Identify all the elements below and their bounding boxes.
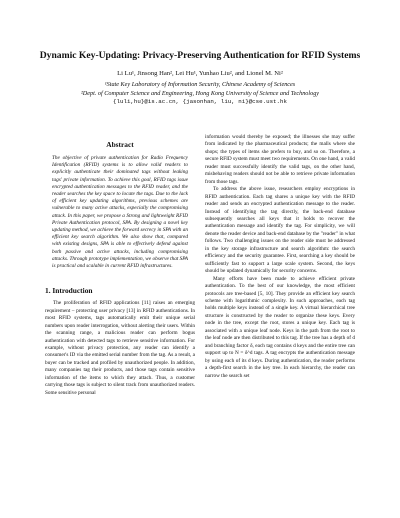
left-column xyxy=(45,140,195,397)
abstract-text: The objective of private authentication for Radio Frequency Identification (RFID) systems is to allow valid readers to explicitly authenticate their dominated tags without leaking tags' private information. To achieve this goal, RFID tags issue encrypted authentication messages to the RFID reader, and the reader searches the key space to locate the tags. Due to the lack of efficient key updating algorithms, previous schemes are vulnerable to many active attacks, especially the compromising attack. In this paper, we propose a Strong and lightweight RFID Private Authentication protocol, SPA. By designing a novel key updating method, we achieve the forward secrecy in SPA with an efficient key search algorithm. We also show that, compared with existing designs, SPA is able to effectively defend against both passive and active attacks, including compromising attacks. Through prototype implementation, we observe that SPA is practical and scalable in current RFID infrastructures. xyxy=(52,155,188,270)
intro-paragraph-3: To address the above issue, researchers employ encryptions in RFID authentication. Each tag shares a unique key with the RFID reader and sends an encrypted authentication message to the reader. Instead of identifying the tag directly, the back-end database subsequently searches all keys that it holds to recover the authentication message and identify the tag. For simplicity, we will denote the reader device and back-end database by the "reader" in what follows. Two challenging issues on the reader side must be addressed in the key storage infrastructure and search algorithm: the search efficiency and the security guarantee. First, searching a key should be sufficiently fast to support a large scale system. Second, the keys should be updated dynamically for security concerns. xyxy=(205,186,355,275)
introduction-heading: 1. Introduction xyxy=(45,286,93,296)
intro-paragraph-4: Many efforts have been made to achieve efficient private authentication. To the best of our knowledge, the most efficient protocols are tree-based [5, 10]. They provide an efficient key search scheme with logarithmic complexity. In such approaches, each tag holds multiple keys instead of a single key. A virtual hierarchical tree structure is constructed by the reader to organize these keys. Every node in the tree, except the root, stores a unique key. Each tag is associated with a unique leaf node. Keys in the path from the root to the leaf node are then distributed to this tag. If the tree has a depth of d and branching factor δ, each tag contains d keys and the entire tree can support up to N = δ^d tags. A tag encrypts the authentication message by using each of its d keys. During authentication, the reader performs a depth-first search in the key tree. In each hierarchy, the reader can narrow the search set xyxy=(205,275,355,379)
author-emails: {luli,hu}@is.ac.cn, {jasonhan, liu, ni}@cse.ust.hk xyxy=(113,98,287,105)
paper-title: Dynamic Key-Updating: Privacy-Preserving Authentication for RFID Systems xyxy=(39,50,361,61)
author-list: Li Lu¹, Jinsong Han², Lei Hu¹, Yunhao Liu², and Lionel M. Ni² xyxy=(117,70,283,77)
intro-paragraph-1: The proliferation of RFID applications [11] raises an emerging requirement – protecting user privacy [13] in RFID authentications. In most RFID systems, tags automatically emit their unique serial numbers upon reader interrogation, without alerting their users. Within the scanning range, a malicious reader can perform bogus authentication with detected tags to retrieve sensitive information. For example, without privacy protection, any reader can identify a consumer's ID via the emitted serial number from the tag. As a result, a buyer can be tracked and profiled by unauthorized people. In addition, many companies tag their products, and those tags contain sensitive information of the items to which they attach. Thus, a customer carrying those tags is subject to silent track from unauthorized readers. Some sensitive personal xyxy=(45,300,195,396)
affiliation-2: ²Dept. of Computer Science and Engineering, Hong Kong University of Science and Technology xyxy=(80,90,320,97)
abstract-heading: Abstract xyxy=(106,140,134,149)
intro-paragraph-2: information would thereby be exposed; the illnesses she may suffer from indicated by the pharmaceutical products; the malls where she shops; the types of items she prefers to buy, and so on. Therefore, a secure RFID system must meet two requirements. On one hand, a valid reader must successfully identify the valid tags, on the other hand, misbehaving readers should not be able to retrieve private information from those tags. xyxy=(205,134,355,185)
affiliation-1: ¹State Key Laboratory of Information Security, Chinese Academy of Sciences xyxy=(104,81,296,88)
right-column xyxy=(205,134,355,380)
